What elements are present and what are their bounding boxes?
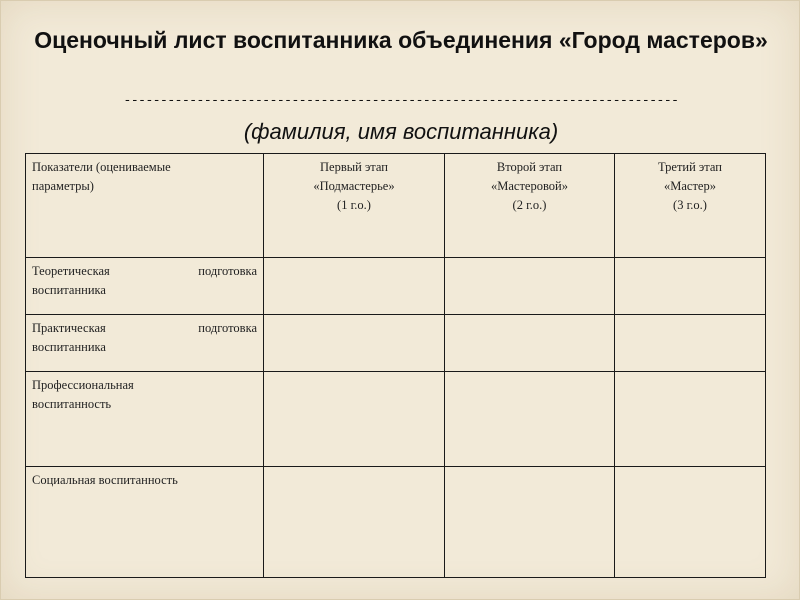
row-label-line1: Практическая подготовка	[32, 321, 257, 335]
score-cell-stage-3[interactable]	[615, 315, 766, 372]
row-label-line1: Профессиональная	[32, 378, 134, 392]
header-stage-2-line2: «Мастеровой»	[491, 179, 568, 193]
row-label-practical	[26, 315, 264, 372]
header-indicators-line2: параметры)	[32, 179, 94, 193]
header-stage-3-line2: «Мастер»	[664, 179, 716, 193]
table-row	[26, 258, 766, 315]
score-cell-stage-1[interactable]	[264, 467, 445, 578]
row-label-line2: воспитанность	[32, 397, 112, 411]
row-label-line1: Теоретическая подготовка	[32, 264, 257, 278]
row-label-line2: воспитанника	[32, 283, 106, 297]
score-cell-stage-2[interactable]	[445, 467, 615, 578]
score-cell-stage-1[interactable]	[264, 315, 445, 372]
score-cell-stage-3[interactable]	[615, 258, 766, 315]
assessment-table	[25, 153, 766, 578]
score-cell-stage-1[interactable]	[264, 258, 445, 315]
score-cell-stage-3[interactable]	[615, 467, 766, 578]
score-cell-stage-2[interactable]	[445, 315, 615, 372]
slide-subtitle: (фамилия, имя воспитанника)	[243, 119, 559, 144]
score-cell-stage-3[interactable]	[615, 372, 766, 467]
name-blank-line: ----------------------------------------------------------------------------	[123, 93, 679, 108]
header-stage-2-line3: (2 г.о.)	[512, 198, 547, 212]
row-label-social	[26, 467, 264, 578]
row-label-professional	[26, 372, 264, 467]
header-indicators	[26, 154, 264, 258]
score-cell-stage-1[interactable]	[264, 372, 445, 467]
header-stage-2-line1: Второй этап	[496, 160, 563, 174]
header-stage-1	[264, 154, 445, 258]
header-stage-3	[615, 154, 766, 258]
header-stage-1-line1: Первый этап	[320, 160, 388, 174]
score-cell-stage-2[interactable]	[445, 258, 615, 315]
score-cell-stage-2[interactable]	[445, 372, 615, 467]
header-stage-3-line3: (3 г.о.)	[673, 198, 707, 212]
row-label-line1: Социальная воспитанность	[32, 473, 178, 487]
slide-title: Оценочный лист воспитанника объединения «Город мастеров»	[34, 27, 768, 53]
row-label-line2: воспитанника	[32, 340, 106, 354]
table-row	[26, 467, 766, 578]
header-stage-3-line1: Третий этап	[658, 160, 722, 174]
row-label-theoretical	[26, 258, 264, 315]
header-indicators-line1: Показатели (оцениваемые	[32, 160, 171, 174]
header-stage-1-line3: (1 г.о.)	[337, 198, 371, 212]
header-stage-1-line2: «Подмастерье»	[313, 179, 395, 193]
table-row	[26, 315, 766, 372]
table-row	[26, 372, 766, 467]
header-stage-2	[445, 154, 615, 258]
table-header-row	[26, 154, 766, 258]
